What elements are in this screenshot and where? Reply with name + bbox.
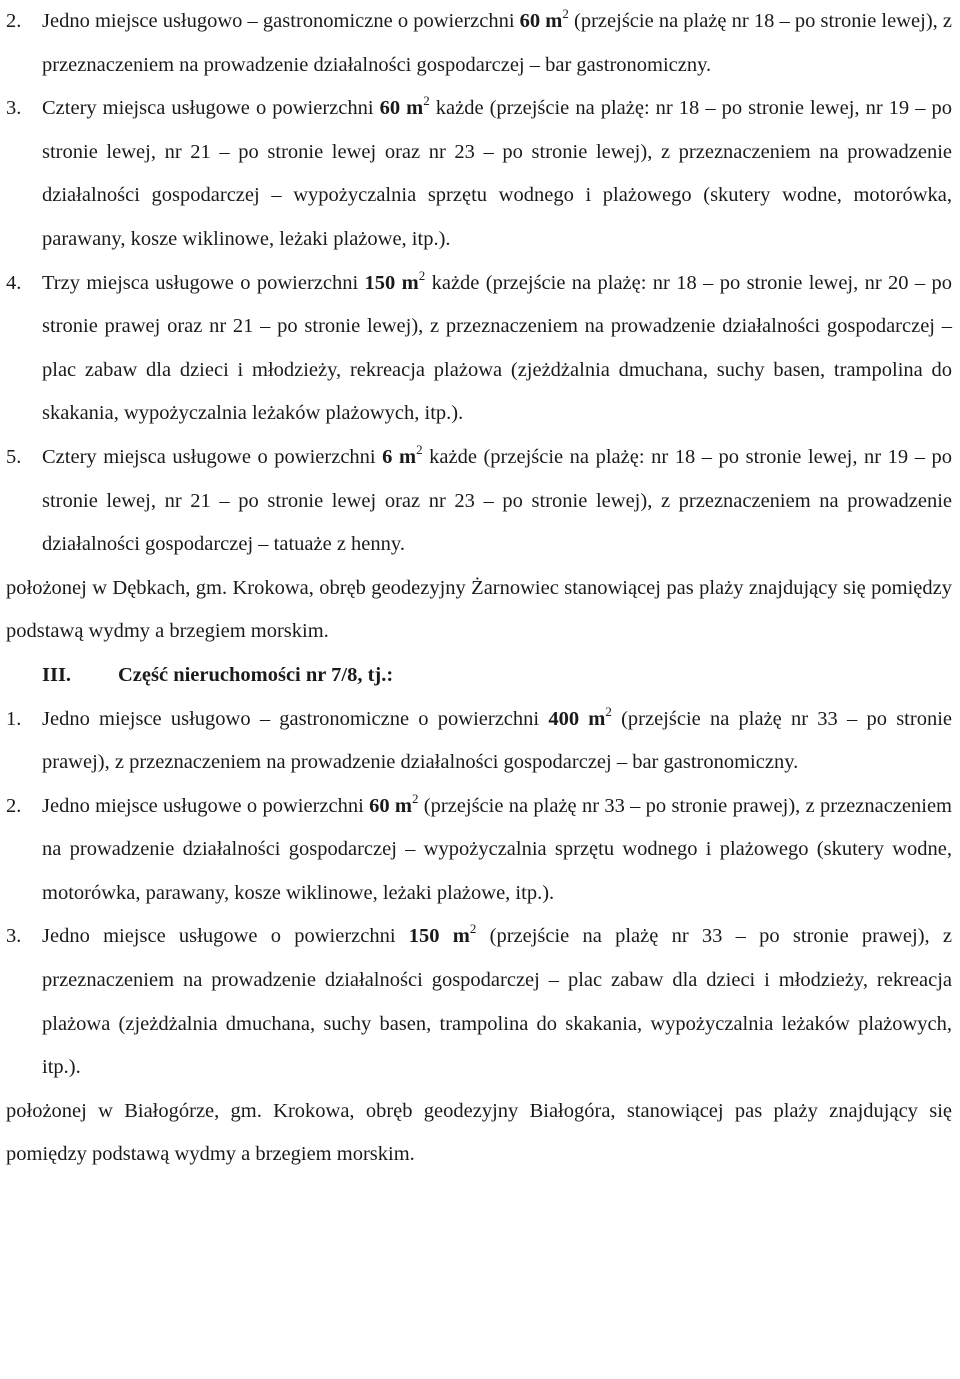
item-number: 2. xyxy=(6,794,22,817)
item-text-pre: Cztery miejsca usługowe o powierzchni xyxy=(42,445,383,468)
item-number: 3. xyxy=(6,97,22,120)
location-paragraph: położonej w Dębkach, gm. Krokowa, obręb geodezyjny Żarnowiec stanowiącej pas plaży znajdujący się pomiędzy podstawą wydmy a brzegiem morskim. xyxy=(6,576,952,643)
item-text-post: (przejście na plażę nr 33 – po stronie prawej), z przeznaczeniem na prowadzenie działalności gospodarczej – plac zabaw dla dzieci i młodzieży, rekreacja plażowa (zjeżdżalnia dmuchana, suchy basen, trampolina do skakania, wypożyczalnia leżaków plażowych, itp.). xyxy=(42,925,952,1079)
item-area: 60 m xyxy=(369,794,412,817)
item-text-pre: Cztery miejsca usługowe o powierzchni xyxy=(42,97,380,120)
item-text-post: każde (przejście na plażę: nr 18 – po stronie lewej, nr 20 – po stronie prawej oraz nr 21 – po stronie lewej), z przeznaczeniem na prowadzenie działalności gospodarczej – plac zabaw dla dzieci i młodzieży, rekreacja plażowa (zjeżdżalnia dmuchana, suchy basen, trampolina do skakania, wypożyczalnia leżaków plażowych, itp.). xyxy=(42,271,953,425)
area-exponent: 2 xyxy=(423,93,430,109)
area-exponent: 2 xyxy=(605,703,612,719)
section-title: Część nieruchomości nr 7/8, tj.: xyxy=(118,663,394,686)
area-exponent: 2 xyxy=(411,790,419,806)
item-area: 60 m xyxy=(519,10,563,32)
item-area: 60 m xyxy=(379,97,424,120)
area-exponent: 2 xyxy=(562,6,569,21)
item-number: 2. xyxy=(6,10,22,32)
item-text-pre: Jedno miejsce usługowo – gastronomiczne o powierzchni xyxy=(42,707,549,730)
list-item xyxy=(6,785,952,916)
list-item xyxy=(6,0,952,87)
item-text-pre: Jedno miejsce usługowe o powierzchni xyxy=(42,794,370,817)
item-area: 150 m xyxy=(364,271,419,294)
item-number: 5. xyxy=(6,445,22,468)
item-text-pre: Jedno miejsce usługowo – gastronomiczne o powierzchni xyxy=(42,10,520,32)
item-text-post: (przejście na plażę nr 33 – po stronie prawej), z przeznaczeniem na prowadzenie działalności gospodarczej – wypożyczalnia sprzętu wodnego i plażowego (skutery wodne, motorówka, parawany, kosze wiklinowe, leżaki plażowe, itp.). xyxy=(42,794,953,904)
area-exponent: 2 xyxy=(416,441,423,457)
item-text-post: każde (przejście na plażę: nr 18 – po stronie lewej, nr 19 – po stronie lewej, nr 21 – po stronie lewej oraz nr 23 – po stronie lewej), z przeznaczeniem na prowadzenie działalności gospodarczej – wypożyczalnia sprzętu wodnego i plażowego (skutery wodne, motorówka, parawany, kosze wiklinowe, leżaki plażowe, itp.). xyxy=(42,97,953,250)
list-item xyxy=(6,262,952,436)
item-text-post: (przejście na plażę nr 33 – po stronie prawej), z przeznaczeniem na prowadzenie działalności gospodarczej – bar gastronomiczny. xyxy=(42,707,952,774)
item-area: 400 m xyxy=(548,707,606,730)
area-exponent: 2 xyxy=(418,267,426,283)
item-text-pre: Trzy miejsca usługowe o powierzchni xyxy=(42,271,365,294)
section-heading xyxy=(6,654,952,698)
list-item xyxy=(6,436,952,567)
item-text-post: każde (przejście na plażę: nr 18 – po stronie lewej, nr 19 – po stronie lewej, nr 21 – po stronie lewej oraz nr 23 – po stronie lewej), z przeznaczeniem na prowadzenie działalności gospodarczej – tatuaże z henny. xyxy=(42,445,953,556)
item-text-post: (przejście na plażę nr 18 – po stronie lewej), z przeznaczeniem na prowadzenie działalności gospodarczej – bar gastronomiczny. xyxy=(42,10,952,76)
list-item xyxy=(6,915,952,1089)
location-paragraph: położonej w Białogórze, gm. Krokowa, obręb geodezyjny Białogóra, stanowiącej pas plaży znajdujący się pomiędzy podstawą wydmy a brzegiem morskim. xyxy=(6,1099,952,1166)
item-area: 6 m xyxy=(382,445,417,468)
item-text-pre: Jedno miejsce usługowe o powierzchni xyxy=(42,925,409,948)
item-number: 3. xyxy=(6,925,22,948)
item-area: 150 m xyxy=(408,925,470,948)
list-item xyxy=(6,698,952,785)
area-exponent: 2 xyxy=(469,921,477,937)
item-number: 4. xyxy=(6,271,22,294)
list-item xyxy=(6,87,952,261)
section-number: III. xyxy=(42,663,72,686)
item-number: 1. xyxy=(6,707,22,730)
